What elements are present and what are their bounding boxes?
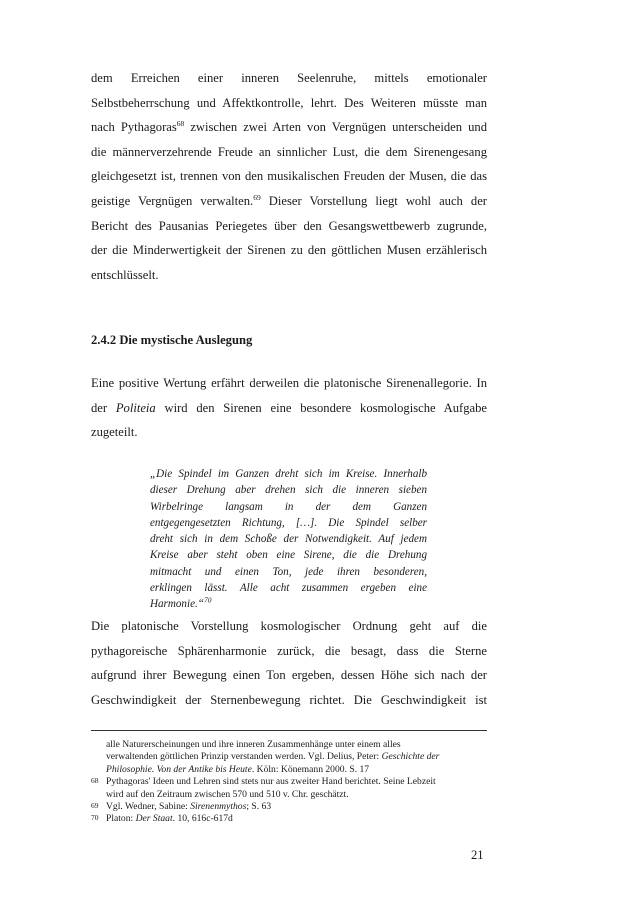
text-line: Die platonische Vorstellung kosmologischer Ordnung geht auf die [91,619,487,633]
quote-line [150,596,427,612]
footnotes [91,739,491,826]
section-heading: 2.4.2 Die mystische Auslegung [91,333,253,347]
text-line [91,189,487,214]
text-span: . 10, 616c-617d [172,813,233,825]
text-span: ; S. 63 [246,800,272,812]
quote-line: Wirbelringe langsam in der dem Ganzen [150,500,427,513]
footnote-ref-68[interactable]: 68 [176,119,185,128]
text-line: Eine positive Wertung erfährt derweilen die platonische Sirenenallegorie. In [91,376,487,390]
quote-line: dreht sich in dem Schoße der Notwendigkeit. Auf jedem [150,533,427,546]
text-span: wird den Sirenen eine besondere kosmologische Aufgabe [155,400,487,415]
text-line: entschlüsselt. [91,267,159,282]
text-line: Selbstbeherrschung und Affektkontrolle, lehrt. Des Weiteren müsste man [91,95,487,110]
work-title: Politeia [115,400,156,415]
book-title: Sirenenmythos [190,800,247,812]
text-span: Vgl. Wedner, Sabine: [106,800,191,812]
text-span: verwaltenden göttlichen Prinzip verstanden werden. Vgl. Delius, Peter: [106,751,382,763]
footnote-70 [91,813,491,825]
quote-line: entgegengesetzten Richtung, […]. Die Spindel selber [150,516,427,529]
quote-line: mitmacht und einen Ton, jede ihren besonderen, [150,565,427,578]
footnote-ref-69[interactable]: 69 [253,192,261,202]
text-span: Pythagoras' Ideen und Lehren sind stets nur aus zweiter Hand berichtet. Seine Lebzeit [106,776,436,788]
text-line: der die Minderwertigkeit der Sirenen zu den göttlichen Musen erzählerisch [91,243,487,258]
footnote-separator [91,730,487,731]
book-title: Philosophie. Von der Antike bis Heute [106,763,252,775]
text-span: geistige Vergnügen verwalten. [91,193,254,208]
quote-line: Kreise aber steht oben eine Sirene, die die Drehung [150,549,427,562]
footnote-68 [91,776,491,788]
quote-line: dieser Drehung aber drehen sich die inneren sieben [150,484,427,497]
paragraph-3 [91,614,487,712]
text-line: die männerverzehrende Freude an sinnlicher Lust, die dem Sirenengesang [91,144,487,159]
text-span: . Köln: Könemann 2000. S. 17 [251,763,370,775]
footnote-ref-70[interactable]: 70 [203,595,212,605]
paragraph-2 [91,371,487,445]
footnote-continuation [91,751,491,763]
text-span: nach Pythagoras [91,120,177,135]
text-span: Platon: [106,813,136,825]
text-line: dem Erreichen einer inneren Seelenruhe, mittels emotionaler [91,71,487,85]
text-line: Bericht des Pausanias Periegetes über den Gesangswettbewerb zugrunde, [91,218,487,233]
page-number: 21 [471,848,484,862]
book-title: Der Staat [135,813,173,825]
text-span: wird auf den Zeitraum zwischen 570 und 510 v. Chr. geschätzt. [106,788,349,800]
footnote-continuation [91,739,491,751]
footnote-number: 70 [91,813,99,823]
text-span: alle Naturerscheinungen und ihre inneren Zusammenhänge unter einem alles [106,739,401,750]
quote-line: „Die Spindel im Ganzen dreht sich im Kreise. Innerhalb [150,468,427,480]
text-line [91,115,487,140]
text-span: Dieser Vorstellung liegt wohl auch der [260,193,487,208]
footnote-number: 69 [91,800,99,810]
text-span: der [91,400,116,415]
text-span: Harmonie.“ [150,598,204,611]
text-line: gleichgesetzt ist, trennen von den musikalischen Freuden der Musen, die das [91,169,487,184]
text-line: pythagoreische Sphärenharmonie zurück, die besagt, dass die Sterne [91,643,487,658]
footnote-68-continued [91,789,491,801]
text-span: zwischen zwei Arten von Vergnügen unterscheiden und [184,120,487,135]
paragraph-1 [91,66,487,287]
footnote-69 [91,801,491,813]
block-quote [150,466,427,613]
text-line: aufgrund ihrer Bewegung einen Ton ergeben, dessen Höhe sich nach der [91,668,487,683]
book-title: Geschichte der [381,751,440,763]
footnote-number: 68 [91,776,99,786]
text-line: Geschwindigkeit der Sternenbewegung richtet. Die Geschwindigkeit ist [91,692,487,707]
text-line [91,396,487,421]
footnote-continuation [91,764,491,776]
text-line: zugeteilt. [91,425,138,440]
quote-line: erklingen lässt. Alle acht zusammen ergeben eine [150,582,427,595]
